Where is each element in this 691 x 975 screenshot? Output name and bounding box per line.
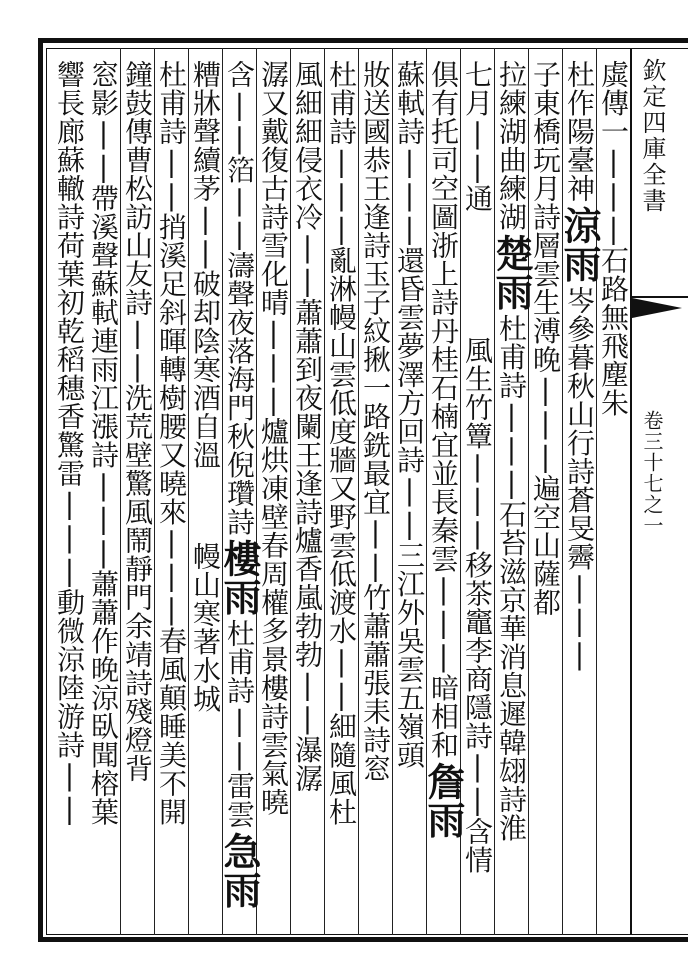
column-text: 虡傳一|||石路無飛塵朱 <box>597 60 630 417</box>
column-text: 杜甫詩||雷雲 <box>223 619 256 829</box>
text-column-4 <box>489 60 534 925</box>
column-text: 妝送國恭王逢詩玉子紋揪一路銑最宜||竹蕭蕭張耒詩窓 <box>359 60 392 783</box>
text-column-9 <box>325 60 357 925</box>
fishtail-mark <box>632 298 682 318</box>
column-text: 杜甫詩||捎溪足斜暉轉樹腰又曉來|||春風顛睡美不開 <box>155 60 188 826</box>
text-column-8 <box>359 60 391 925</box>
entry-heading: 樓雨 <box>217 539 262 616</box>
column-text: 響長廊蘇轍詩荷葉初乾稻穗香驚雷|||動微涼陸游詩|| <box>53 60 86 826</box>
column-text: 子東橋玩月詩層雲生溥晚|||遍空山薩都 <box>529 60 562 617</box>
text-column-15 <box>121 60 153 925</box>
column-text: 風細細侵衣冷||蕭蕭到夜闌王逢詩爐香嵐勃勃||瀑潺 <box>291 60 324 793</box>
text-column-17 <box>53 60 85 925</box>
column-text: 含||箔||濤聲夜落海門秋倪瓚詩 <box>223 60 256 536</box>
column-text: 杜甫詩|||亂淋幔山雲低度牆又野雲低渡水||細隨風杜 <box>325 60 358 826</box>
column-text: 杜作陽臺神 <box>563 60 596 203</box>
text-column-11 <box>257 60 289 925</box>
entry-heading: 詹雨 <box>421 762 466 839</box>
center-column-title: 欽定四庫全書 <box>638 58 666 214</box>
center-column-volume: 卷三十七之一 <box>640 410 664 536</box>
text-column-2 <box>557 60 602 925</box>
entry-heading: 涼雨 <box>557 205 602 283</box>
text-column-14 <box>155 60 187 925</box>
column-text: 俱有托司空圖浙上詩丹桂石楠宜並長秦雲|||暗相和 <box>427 60 460 759</box>
column-text: 窓影||帶溪聲蘇軾連雨江漲詩|||蕭蕭作晚涼臥聞榕葉 <box>87 60 120 826</box>
column-text: 風生竹簟|||移茶竈李商隱詩||含情 <box>461 335 494 874</box>
column-text: 杜甫詩|||石苔滋京華消息遲韓翃詩淮 <box>495 314 528 842</box>
text-column-1 <box>597 60 629 925</box>
column-text: 鐘鼓傳曹松訪山友詩||洗荒壁驚風鬧靜門余靖詩殘燈背 <box>121 60 154 783</box>
text-column-7 <box>393 60 425 925</box>
column-text: 七月||通 <box>461 60 494 213</box>
column-text: 幔山寒著水城 <box>189 542 222 713</box>
text-column-13 <box>189 60 221 925</box>
text-column-16 <box>87 60 119 925</box>
center-column-rule <box>630 48 632 935</box>
entry-heading: 急雨 <box>217 831 262 909</box>
column-text: 岑參暮秋山行詩蒼旻霽||| <box>563 285 596 671</box>
column-text: 糟牀聲續茅||破却陰寒酒自溫 <box>189 60 222 469</box>
column-text: 蘇軾詩|||還昏雲夢澤方回詩||三江外吳雲五嶺頭 <box>393 60 426 769</box>
text-column-6 <box>421 60 466 925</box>
entry-heading: 楚雨 <box>489 234 534 311</box>
text-column-3 <box>529 60 561 925</box>
column-text: 拉練湖曲練湖 <box>495 60 528 231</box>
text-column-10 <box>291 60 323 925</box>
column-text: 潺又戴復古詩雪化晴|||爐烘凍壁春周權多景樓詩雲氣曉 <box>257 60 290 816</box>
text-column-12 <box>217 60 262 925</box>
